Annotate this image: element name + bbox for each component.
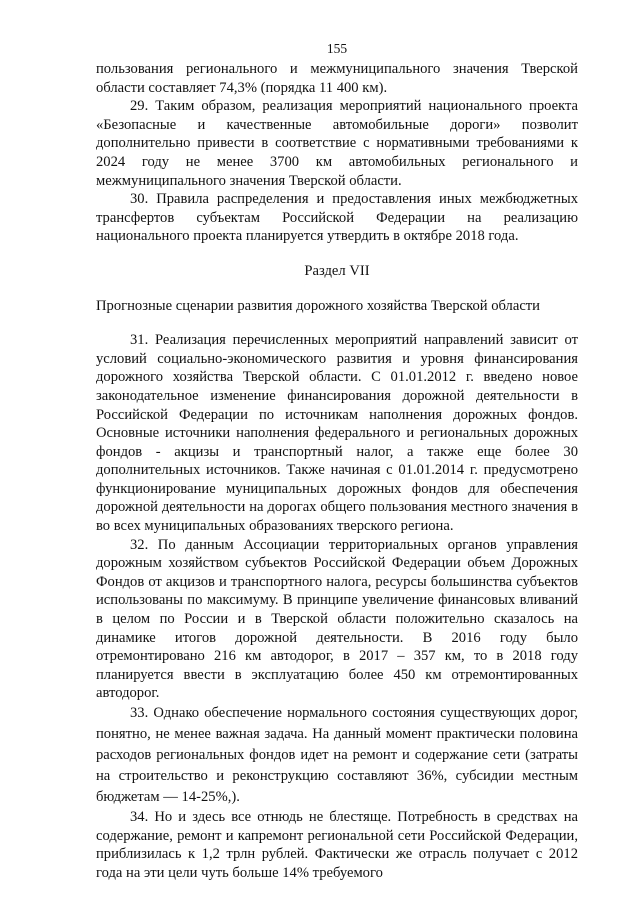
paragraph-34: 34. Но и здесь все отнюдь не блестяще. Потребность в средствах на содержание, ремонт и капремонт региональной сети Российской Федерации, приблизилась к 1,2 трлн рублей. Фактически же отрасль получает с 2012 года на эти цели чуть больше 14% требуемого xyxy=(96,809,578,881)
paragraph-29: 29. Таким образом, реализация мероприятий национального проекта «Безопасные и качественные автомобильные дороги» позволит дополнительно привести в соответствие с нормативными требованиями к 2024 году не менее 3700 км автомобильных регионального и межмуниципального значения Тверской области. xyxy=(96,98,578,189)
section-title: Раздел VII xyxy=(304,262,370,279)
paragraph-32: 32. По данным Ассоциации территориальных органов управления дорожным хозяйством субъектов Российской Федерации объем Дорожных Фондов от акцизов и транспортного налога, ресурсы большинства субъектов использованы по максимуму. В принципе увеличение финансовых вливаний в целом по России и в Тверской области положительно сказалось на динамике итогов дорожной деятельности. В 2016 году было отремонтировано 216 км автодорог, в 2017 – 357 км, то в 2018 году планируется ввести в эксплуатацию более 450 км отремонтированных автодорог. xyxy=(96,536,578,702)
page-number: 155 xyxy=(326,41,348,56)
document-page xyxy=(96,40,578,882)
section-heading: Прогнозные сценарии развития дорожного хозяйства Тверской области xyxy=(96,297,540,314)
paragraph-31: 31. Реализация перечисленных мероприятий направлений зависит от условий социально-экономического развития и уровня финансирования дорожного хозяйства Тверской области. С 01.01.2012 г. введено новое законодательное изменение финансирования дорожной деятельности в Российской Федерации по источникам наполнения дорожных фондов. Основные источники наполнения федерального и региональных дорожных фондов - акцизы и транспортный налог, а также еще более 30 дополнительных источников. Также начиная с 01.01.2014 г. предусмотрено функционирование муниципальных дорожных фондов для обеспечения дорожной деятельности на дорогах общего пользования местного значения в во всех муниципальных образованиях тверского региона. xyxy=(96,332,578,535)
paragraph-30: 30. Правила распределения и предоставления иных межбюджетных трансфертов субъектам Российской Федерации на реализацию национального проекта планируется утвердить в октябре 2018 года. xyxy=(96,191,578,245)
lead-paragraph: пользования регионального и межмуниципального значения Тверской области составляет 74,3% (порядка 11 400 км). xyxy=(96,61,578,96)
paragraph-33: 33. Однако обеспечение нормального состояния существующих дорог, понятно, не менее важная задача. На данный момент практически половина расходов региональных фондов идет на ремонт и содержание сети (затраты на строительство и реконструкцию составляют 36%, субсидии местным бюджетам — 14-25%,). xyxy=(96,705,578,805)
